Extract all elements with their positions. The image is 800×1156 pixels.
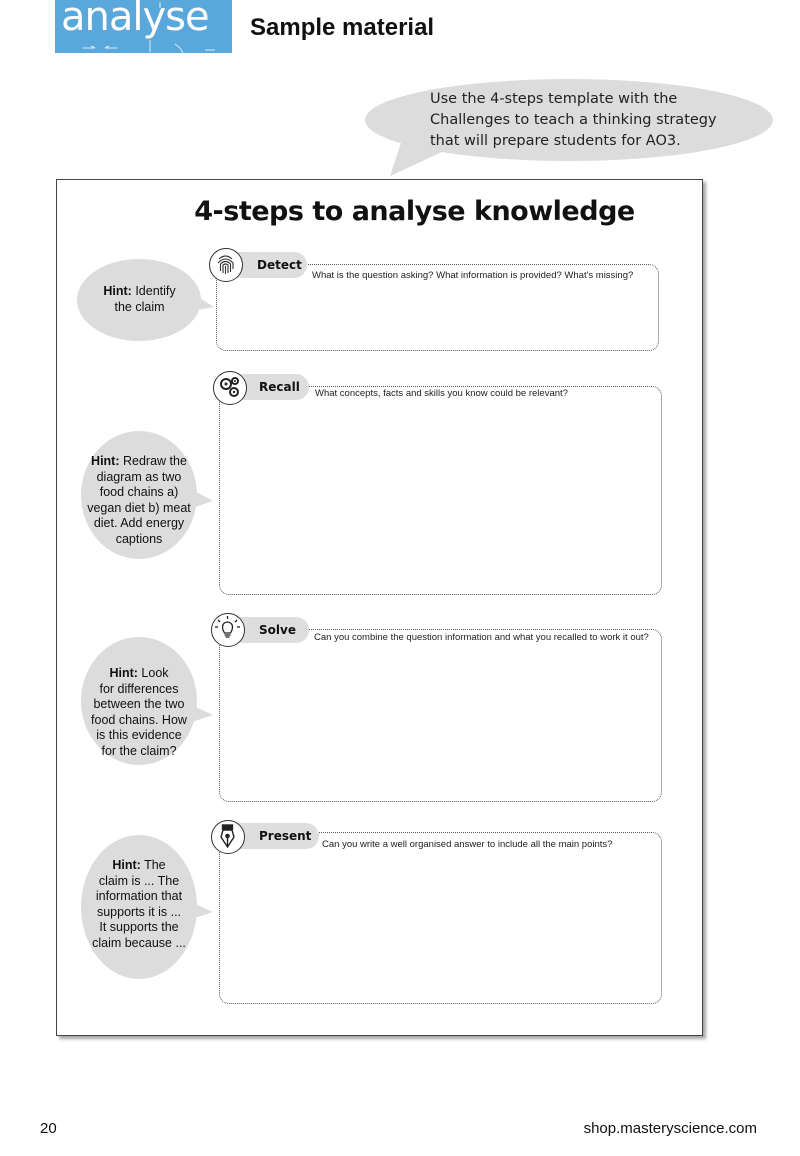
hint-line: food chains a) [99,485,179,499]
page-title: Sample material [250,14,435,41]
hint-line: captions [115,531,163,546]
page-number: 20 [40,1120,57,1137]
hint-text [83,666,195,759]
analyse-logo [55,0,232,53]
hint-line: information that [95,889,183,903]
callout-line: that will prepare students for AO3. [430,133,681,149]
hint-line: claim is ... The [98,873,180,888]
hint-line: Look [141,666,169,680]
callout-line: Challenges to teach a thinking strategy [430,112,717,128]
step-label: Present [225,823,319,849]
hint-line: for differences [99,681,179,696]
hint-text [82,284,197,315]
step-question: What is the question asking? What information is provided? What's missing? [312,270,634,281]
callout-line: Use the 4-steps template with the [430,91,678,107]
hint-line: food chains. How [91,712,187,727]
hint-line: the claim [114,299,165,314]
hint-line: The [144,858,166,872]
callout-text [430,89,730,152]
step-question: Can you combine the question information and what you recalled to work it out? [314,632,649,643]
hint-text [83,454,195,547]
hint-label: Hint: [109,666,138,680]
worksheet [56,179,703,1036]
hint-label: Hint: [112,858,141,872]
gears-icon [213,371,247,405]
step-label: Detect [223,252,307,278]
step-answer-box[interactable] [219,629,662,802]
lightbulb-icon [211,613,245,647]
hint-line: diet. Add energy [93,516,185,530]
hint-line: claim because ... [92,935,186,950]
footer-url[interactable]: shop.masteryscience.com [583,1120,757,1137]
step-label: Recall [225,374,309,400]
hint-text [83,858,195,951]
worksheet-title: 4-steps to analyse knowledge [194,196,635,227]
hint-label: Hint: [91,454,120,468]
logo-text: analyse [61,0,209,40]
hint-line: for the claim? [101,743,177,758]
hint-line: It supports the [99,920,179,934]
step-answer-box[interactable] [219,386,662,595]
hint-line: between the two [93,697,185,711]
step-question: What concepts, facts and skills you know could be relevant? [315,388,568,399]
hint-line: Identify [135,284,176,298]
hint-line: supports it is ... [96,904,182,919]
hint-line: vegan diet b) meat [87,500,191,515]
step-question: Can you write a well organised answer to include all the main points? [322,839,613,850]
pen-nib-icon [211,820,245,854]
hint-line: diagram as two [96,469,182,484]
hint-label: Hint: [103,284,132,298]
hint-line: Redraw the [123,454,187,468]
step-answer-box[interactable] [219,832,662,1004]
step-label: Solve [225,617,309,643]
hint-line: is this evidence [96,728,182,742]
fingerprint-icon [209,248,243,282]
